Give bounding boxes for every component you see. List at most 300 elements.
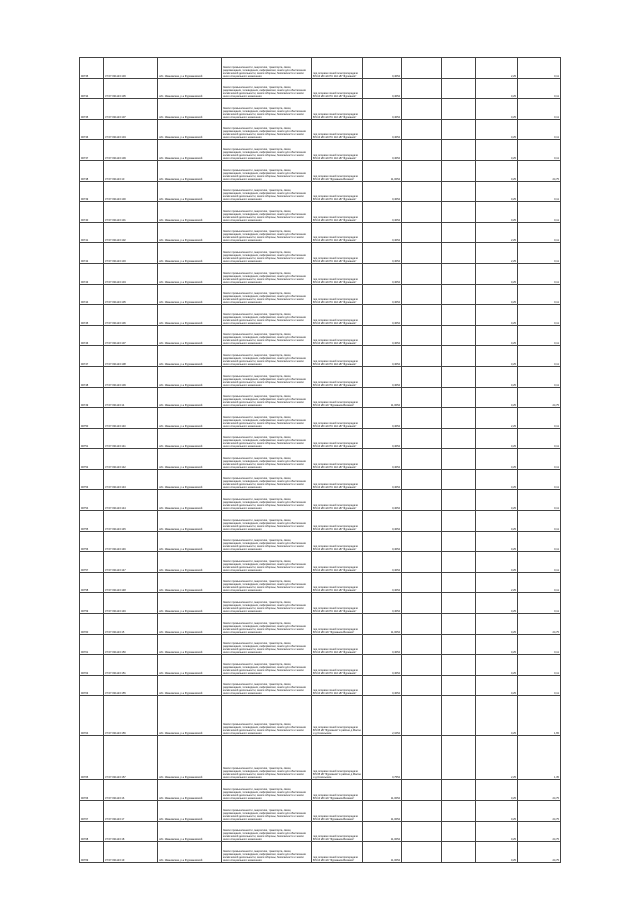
area-value: 0,4054	[363, 366, 402, 387]
address: обл. Ивановская, р-н Фурмановский	[158, 346, 222, 367]
row-number: 90761	[80, 634, 104, 655]
empty-cell	[442, 696, 476, 736]
address: обл. Ивановская, р-н Фурмановский	[158, 181, 222, 202]
table-row	[80, 181, 561, 202]
row-number: 90746	[80, 325, 104, 346]
address: обл. Ивановская, р-н Фурмановский	[158, 58, 222, 79]
address: обл. Ивановская, р-н Фурмановский	[158, 325, 222, 346]
empty-cell	[402, 736, 442, 780]
address: обл. Ивановская, р-н Фурмановский	[158, 366, 222, 387]
empty-cell	[442, 325, 476, 346]
sum-value: 0,11	[518, 655, 561, 676]
land-category: Земли промышленности, энергетики, транспорта, связи, радиовещания, телевидения, информатики, земли для обеспечения космической деятельности, земли обороны, безопасности и земли иного специального назначения	[222, 634, 312, 655]
address: обл. Ивановская, р-н Фурмановский	[158, 655, 222, 676]
permitted-use: под опорами линий электропередачи ВЛ-10 кВ №6 ПС 110 кВ "Фурманов"	[312, 325, 363, 346]
area-value: 0,4054	[363, 593, 402, 614]
land-category: Земли промышленности, энергетики, транспорта, связи, радиовещания, телевидения, информатики, земли для обеспечения космической деятельности, земли обороны, безопасности и земли иного специального назначения	[222, 780, 312, 801]
land-category: Земли промышленности, энергетики, транспорта, связи, радиовещания, телевидения, информатики, земли для обеспечения космической деятельности, земли обороны, безопасности и земли иного специального назначения	[222, 160, 312, 181]
row-number: 90769	[80, 842, 104, 863]
area-value: 0,4054	[363, 202, 402, 223]
rate-value: 0,25	[476, 801, 518, 822]
address: обл. Ивановская, р-н Фурмановский	[158, 263, 222, 284]
rate-value: 0,25	[476, 696, 518, 736]
rate-value: 0,25	[476, 284, 518, 305]
rate-value: 0,25	[476, 160, 518, 181]
rate-value: 0,25	[476, 428, 518, 449]
permitted-use: под опорами линий электропередачи ВЛ-10 кВ №6 "Фурманов-Ватаево"	[312, 160, 363, 181]
permitted-use: под опорами линий электропередачи ВЛ-10 кВ №6 ПС 110 кВ "Фурманов"	[312, 593, 363, 614]
table-row	[80, 305, 561, 326]
table-row	[80, 696, 561, 736]
address: обл. Ивановская, р-н Фурмановский	[158, 511, 222, 532]
address: обл. Ивановская, р-н Фурмановский	[158, 140, 222, 161]
empty-cell	[442, 202, 476, 223]
land-category: Земли промышленности, энергетики, транспорта, связи, радиовещания, телевидения, информатики, земли для обеспечения космической деятельности, земли обороны, безопасности и земли иного специального назначения	[222, 531, 312, 552]
permitted-use: под опорами линий электропередачи ВЛ-10 кВ №6 ПС 110 кВ "Фурманов"	[312, 449, 363, 470]
land-category: Земли промышленности, энергетики, транспорта, связи, радиовещания, телевидения, информатики, земли для обеспечения космической деятельности, земли обороны, безопасности и земли иного специального назначения	[222, 202, 312, 223]
row-number: 90744	[80, 284, 104, 305]
row-number: 90735	[80, 99, 104, 120]
cadastral-number: 37:07:031123:105	[104, 78, 158, 99]
empty-cell	[402, 842, 442, 863]
sum-value: 24,75	[518, 801, 561, 822]
table-row	[80, 469, 561, 490]
cadastral-number: 37:07:031123:103	[104, 58, 158, 79]
area-value: 0,4054	[363, 634, 402, 655]
permitted-use: под опорами линий электропередачи ВЛ-10 кВ №6 ПС 110 кВ "Фурманов"	[312, 140, 363, 161]
rate-value: 0,25	[476, 140, 518, 161]
cadastral-number: 37:07:031123:100	[104, 181, 158, 202]
rate-value: 0,25	[476, 552, 518, 573]
row-number: 90763	[80, 675, 104, 696]
empty-cell	[402, 801, 442, 822]
empty-cell	[442, 842, 476, 863]
sum-value: 0,11	[518, 593, 561, 614]
land-category: Земли промышленности, энергетики, транспорта, связи, радиовещания, телевидения, информатики, земли для обеспечения космической деятельности, земли обороны, безопасности и земли иного специального назначения	[222, 490, 312, 511]
area-value: 2,1054	[363, 696, 402, 736]
cadastral-number: 37:07:031123:107	[104, 325, 158, 346]
rate-value: 0,25	[476, 181, 518, 202]
rate-value: 2,25	[476, 408, 518, 429]
land-category: Земли промышленности, энергетики, транспорта, связи, радиовещания, телевидения, информатики, земли для обеспечения космической деятельности, земли обороны, безопасности и земли иного специального назначения	[222, 78, 312, 99]
sum-value: 0,11	[518, 408, 561, 429]
empty-cell	[442, 366, 476, 387]
permitted-use: под опорами линий электропередачи ВЛ-10 кВ №6 ПС 110 кВ "Фурманов"	[312, 181, 363, 202]
area-value: 0,4054	[363, 78, 402, 99]
empty-cell	[442, 801, 476, 822]
table-row	[80, 572, 561, 593]
cadastral-number: 37:07:031123:18	[104, 821, 158, 842]
permitted-use: под опорами линий электропередачи ВЛ-10 кВ №6 "Фурманов-Ватаево"	[312, 801, 363, 822]
cadastral-number: 37:07:031123:15	[104, 614, 158, 635]
empty-cell	[402, 572, 442, 593]
empty-cell	[402, 780, 442, 801]
land-category: Земли промышленности, энергетики, транспорта, связи, радиовещания, телевидения, информатики, земли для обеспечения космической деятельности, земли обороны, безопасности и земли иного специального назначения	[222, 675, 312, 696]
area-value: 0,4054	[363, 531, 402, 552]
sum-value: 0,11	[518, 346, 561, 367]
cadastral-number: 37:07:031123:104	[104, 119, 158, 140]
permitted-use: под опорами линий электропередачи ВЛ-10 кВ №6 ПС 110 кВ "Фурманов"	[312, 490, 363, 511]
cadastral-number: 37:07:031123:108	[104, 346, 158, 367]
area-value: 0,4054	[363, 511, 402, 532]
cadastral-number: 37:07:031123:143	[104, 469, 158, 490]
address: обл. Ивановская, р-н Фурмановский	[158, 614, 222, 635]
area-value: 11,0054	[363, 821, 402, 842]
area-value: 0,4054	[363, 655, 402, 676]
rate-value: 0,25	[476, 202, 518, 223]
sum-value: 0,11	[518, 58, 561, 79]
address: обл. Ивановская, р-н Фурмановский	[158, 780, 222, 801]
address: обл. Ивановская, р-н Фурмановский	[158, 531, 222, 552]
empty-cell	[402, 58, 442, 79]
empty-cell	[402, 593, 442, 614]
cadastral-number: 37:07:031123:140	[104, 408, 158, 429]
land-category: Земли промышленности, энергетики, транспорта, связи, радиовещания, телевидения, информатики, земли для обеспечения космической деятельности, земли обороны, безопасности и земли иного специального назначения	[222, 842, 312, 863]
empty-cell	[402, 202, 442, 223]
permitted-use: под опорами линий электропередачи ВЛ-10 кВ №6 ПС 110 кВ "Фурманов"	[312, 263, 363, 284]
table-row	[80, 284, 561, 305]
land-category: Земли промышленности, энергетики, транспорта, связи, радиовещания, телевидения, информатики, земли для обеспечения космической деятельности, земли обороны, безопасности и земли иного специального назначения	[222, 140, 312, 161]
cadastral-number: 37:07:031123:19	[104, 842, 158, 863]
sum-value: 24,75	[518, 387, 561, 408]
address: обл. Ивановская, р-н Фурмановский	[158, 202, 222, 223]
land-category: Земли промышленности, энергетики, транспорта, связи, радиовещания, телевидения, информатики, земли для обеспечения космической деятельности, земли обороны, безопасности и земли иного специального назначения	[222, 366, 312, 387]
row-number: 90766	[80, 780, 104, 801]
address: обл. Ивановская, р-н Фурмановский	[158, 552, 222, 573]
cadastral-number: 37:07:031123:14	[104, 387, 158, 408]
cadastral-number: 37:07:031123:17	[104, 801, 158, 822]
sum-value: 0,11	[518, 263, 561, 284]
area-value: 0,4054	[363, 305, 402, 326]
sum-value: 0,11	[518, 305, 561, 326]
empty-cell	[442, 305, 476, 326]
rate-value: 0,25	[476, 614, 518, 635]
row-number: 90740	[80, 202, 104, 223]
permitted-use: под опорами линий электропередачи ВЛ-10 кВ №6 "Фурманов-Ватаево"	[312, 821, 363, 842]
empty-cell	[442, 469, 476, 490]
empty-cell	[442, 736, 476, 780]
empty-cell	[402, 346, 442, 367]
land-category: Земли промышленности, энергетики, транспорта, связи, радиовещания, телевидения, информатики, земли для обеспечения космической деятельности, земли обороны, безопасности и земли иного специального назначения	[222, 387, 312, 408]
permitted-use: под опорами линий электропередачи ВЛ-10 кВ №6 ПС 110 кВ "Фурманов"	[312, 552, 363, 573]
table-row	[80, 780, 561, 801]
row-number: 90735	[80, 58, 104, 79]
permitted-use: под опорами линий электропередачи ВЛ-10 кВ №6 ПС 110 кВ "Фурманов"	[312, 675, 363, 696]
land-category: Земли промышленности, энергетики, транспорта, связи, радиовещания, телевидения, информатики, земли для обеспечения космической деятельности, земли обороны, безопасности и земли иного специального назначения	[222, 222, 312, 243]
empty-cell	[402, 428, 442, 449]
land-category: Земли промышленности, энергетики, транспорта, связи, радиовещания, телевидения, информатики, земли для обеспечения космической деятельности, земли обороны, безопасности и земли иного специального назначения	[222, 736, 312, 780]
row-number: 90736	[80, 119, 104, 140]
sum-value: 0,11	[518, 675, 561, 696]
empty-cell	[402, 696, 442, 736]
area-value: 0,4054	[363, 325, 402, 346]
table-row	[80, 346, 561, 367]
permitted-use: под опорами линий электропередачи ВЛ-35 кВ "Фурманов" в районе д.Малое и д.Сокольское	[312, 696, 363, 736]
empty-cell	[402, 284, 442, 305]
permitted-use: под опорами линий электропередачи ВЛ-10 кВ №6 ПС 110 кВ "Фурманов"	[312, 119, 363, 140]
empty-cell	[442, 346, 476, 367]
land-category: Земли промышленности, энергетики, транспорта, связи, радиовещания, телевидения, информатики, земли для обеспечения космической деятельности, земли обороны, безопасности и земли иного специального назначения	[222, 469, 312, 490]
area-value: 0,4054	[363, 428, 402, 449]
empty-cell	[442, 284, 476, 305]
area-value: 11,0054	[363, 614, 402, 635]
empty-cell	[442, 614, 476, 635]
address: обл. Ивановская, р-н Фурмановский	[158, 160, 222, 181]
land-category: Земли промышленности, энергетики, транспорта, связи, радиовещания, телевидения, информатики, земли для обеспечения космической деятельности, земли обороны, безопасности и земли иного специального назначения	[222, 552, 312, 573]
area-value: 0,4054	[363, 675, 402, 696]
table-row	[80, 552, 561, 573]
sum-value: 0,11	[518, 531, 561, 552]
cadastral-number: 37:07:031123:144	[104, 490, 158, 511]
table-row	[80, 821, 561, 842]
land-category: Земли промышленности, энергетики, транспорта, связи, радиовещания, телевидения, информатики, земли для обеспечения космической деятельности, земли обороны, безопасности и земли иного специального назначения	[222, 449, 312, 470]
land-category: Земли промышленности, энергетики, транспорта, связи, радиовещания, телевидения, информатики, земли для обеспечения космической деятельности, земли обороны, безопасности и земли иного специального назначения	[222, 801, 312, 822]
permitted-use: под опорами линий электропередачи ВЛ-35 кВ "Фурманов" в районе д.Малое и д.Сокольское	[312, 736, 363, 780]
row-number: 90767	[80, 801, 104, 822]
rate-value: 0,25	[476, 449, 518, 470]
address: обл. Ивановская, р-н Фурмановский	[158, 736, 222, 780]
permitted-use: под опорами линий электропередачи ВЛ-10 кВ №6 ПС 110 кВ "Фурманов"	[312, 428, 363, 449]
area-value: 11,0054	[363, 780, 402, 801]
cadastral-number: 37:07:031123:150	[104, 634, 158, 655]
empty-cell	[402, 469, 442, 490]
area-value: 0,4054	[363, 346, 402, 367]
empty-cell	[402, 119, 442, 140]
empty-cell	[402, 821, 442, 842]
permitted-use: под опорами линий электропередачи ВЛ-10 кВ №6 ПС 110 кВ "Фурманов"	[312, 572, 363, 593]
rate-value: 0,25	[476, 634, 518, 655]
rate-value: 0,25	[476, 511, 518, 532]
table-row	[80, 428, 561, 449]
sum-value: 0,11	[518, 222, 561, 243]
sum-value: 0,11	[518, 181, 561, 202]
permitted-use: под опорами линий электропередачи ВЛ-10 кВ №6 "Фурманов-Ватаево"	[312, 387, 363, 408]
row-number: 90765	[80, 736, 104, 780]
address: обл. Ивановская, р-н Фурмановский	[158, 78, 222, 99]
cadastral-number: 37:07:031123:109	[104, 140, 158, 161]
permitted-use: под опорами линий электропередачи ВЛ-10 кВ №6 ПС 110 кВ "Фурманов"	[312, 99, 363, 120]
permitted-use: под опорами линий электропередачи ВЛ-10 кВ №6 "Фурманов-Ватаево"	[312, 614, 363, 635]
empty-cell	[442, 490, 476, 511]
area-value: 11,0054	[363, 801, 402, 822]
row-number: 90741	[80, 222, 104, 243]
sum-value: 0,11	[518, 99, 561, 120]
table-row	[80, 99, 561, 120]
sum-value: 0,11	[518, 119, 561, 140]
cadastral-number: 37:07:031123:106	[104, 305, 158, 326]
cadastral-number: 37:07:031123:102	[104, 222, 158, 243]
address: обл. Ивановская, р-н Фурмановский	[158, 408, 222, 429]
permitted-use: под опорами линий электропередачи ВЛ-10 кВ №6 ПС 110 кВ "Фурманов"	[312, 408, 363, 429]
table-row	[80, 243, 561, 264]
row-number: 90737	[80, 140, 104, 161]
table-row	[80, 78, 561, 99]
table-row	[80, 842, 561, 863]
table-row	[80, 531, 561, 552]
address: обл. Ивановская, р-н Фурмановский	[158, 490, 222, 511]
table-row	[80, 387, 561, 408]
table-row	[80, 736, 561, 780]
area-value: 11,0054	[363, 387, 402, 408]
permitted-use: под опорами линий электропередачи ВЛ-10 кВ №6 ПС 110 кВ "Фурманов"	[312, 243, 363, 264]
permitted-use: под опорами линий электропередачи ВЛ-10 кВ №6 ПС 110 кВ "Фурманов"	[312, 469, 363, 490]
sum-value: 24,75	[518, 780, 561, 801]
empty-cell	[402, 408, 442, 429]
land-category: Земли промышленности, энергетики, транспорта, связи, радиовещания, телевидения, информатики, земли для обеспечения космической деятельности, земли обороны, безопасности и земли иного специального назначения	[222, 593, 312, 614]
empty-cell	[442, 675, 476, 696]
empty-cell	[402, 366, 442, 387]
land-category: Земли промышленности, энергетики, транспорта, связи, радиовещания, телевидения, информатики, земли для обеспечения космической деятельности, земли обороны, безопасности и земли иного специального назначения	[222, 58, 312, 79]
area-value: 0,4054	[363, 181, 402, 202]
empty-cell	[442, 511, 476, 532]
area-value: 0,4054	[363, 552, 402, 573]
cadastral-number: 37:07:031123:148	[104, 572, 158, 593]
table-row	[80, 408, 561, 429]
cadastral-number: 37:07:031123:149	[104, 593, 158, 614]
sum-value: 1,35	[518, 736, 561, 780]
row-number: 90742	[80, 243, 104, 264]
cadastral-number: 37:07:031123:105	[104, 284, 158, 305]
permitted-use: под опорами линий электропередачи ВЛ-10 кВ №6 "Фурманов-Ватаево"	[312, 780, 363, 801]
empty-cell	[442, 572, 476, 593]
area-value: 0,7554	[363, 736, 402, 780]
empty-cell	[402, 655, 442, 676]
row-number: 90753	[80, 469, 104, 490]
address: обл. Ивановская, р-н Фурмановский	[158, 572, 222, 593]
area-value: 0,4054	[363, 99, 402, 120]
rate-value: 0,25	[476, 842, 518, 863]
land-category: Земли промышленности, энергетики, транспорта, связи, радиовещания, телевидения, информатики, земли для обеспечения космической деятельности, земли обороны, безопасности и земли иного специального назначения	[222, 572, 312, 593]
sum-value: 0,11	[518, 140, 561, 161]
rate-value: 0,25	[476, 655, 518, 676]
area-value: 0,4054	[363, 58, 402, 79]
table-row	[80, 801, 561, 822]
empty-cell	[402, 160, 442, 181]
empty-cell	[442, 58, 476, 79]
table-row	[80, 655, 561, 676]
cadastral-number: 37:07:031123:155	[104, 675, 158, 696]
empty-cell	[402, 614, 442, 635]
address: обл. Ивановская, р-н Фурмановский	[158, 469, 222, 490]
row-number: 90739	[80, 181, 104, 202]
land-category: Земли промышленности, энергетики, транспорта, связи, радиовещания, телевидения, информатики, земли для обеспечения космической деятельности, земли обороны, безопасности и земли иного специального назначения	[222, 696, 312, 736]
row-number: 90734	[80, 78, 104, 99]
land-category: Земли промышленности, энергетики, транспорта, связи, радиовещания, телевидения, информатики, земли для обеспечения космической деятельности, земли обороны, безопасности и земли иного специального назначения	[222, 99, 312, 120]
empty-cell	[402, 78, 442, 99]
row-number: 90754	[80, 490, 104, 511]
sum-value: 0,11	[518, 449, 561, 470]
empty-cell	[442, 593, 476, 614]
area-value: 0,4054	[363, 572, 402, 593]
table-row	[80, 675, 561, 696]
sum-value: 0,11	[518, 511, 561, 532]
empty-cell	[402, 552, 442, 573]
empty-cell	[442, 99, 476, 120]
empty-cell	[442, 160, 476, 181]
table-row	[80, 58, 561, 79]
row-number: 90745	[80, 305, 104, 326]
row-number: 90743	[80, 263, 104, 284]
sum-value: 0,11	[518, 284, 561, 305]
row-number: 90738	[80, 160, 104, 181]
sum-value: 0,11	[518, 243, 561, 264]
address: обл. Ивановская, р-н Фурмановский	[158, 428, 222, 449]
empty-cell	[402, 531, 442, 552]
sum-value: 24,75	[518, 160, 561, 181]
cadastral-number: 37:07:031123:142	[104, 449, 158, 470]
rate-value: 0,25	[476, 366, 518, 387]
empty-cell	[442, 387, 476, 408]
rate-value: 0,25	[476, 780, 518, 801]
land-category: Земли промышленности, энергетики, транспорта, связи, радиовещания, телевидения, информатики, земли для обеспечения космической деятельности, земли обороны, безопасности и земли иного специального назначения	[222, 614, 312, 635]
table-row	[80, 449, 561, 470]
rate-value: 2,25	[476, 243, 518, 264]
rate-value: 2,25	[476, 572, 518, 593]
row-number: 90751	[80, 428, 104, 449]
address: обл. Ивановская, р-н Фурмановский	[158, 99, 222, 120]
sum-value: 0,11	[518, 572, 561, 593]
empty-cell	[402, 140, 442, 161]
area-value: 0,4054	[363, 263, 402, 284]
area-value: 0,4054	[363, 222, 402, 243]
table-row	[80, 490, 561, 511]
land-category: Земли промышленности, энергетики, транспорта, связи, радиовещания, телевидения, информатики, земли для обеспечения космической деятельности, земли обороны, безопасности и земли иного специального назначения	[222, 263, 312, 284]
rate-value: 0,25	[476, 387, 518, 408]
area-value: 0,4054	[363, 284, 402, 305]
empty-cell	[442, 181, 476, 202]
empty-cell	[442, 655, 476, 676]
cadastral-number: 37:07:031123:101	[104, 202, 158, 223]
cadastral-number: 37:07:031123:16	[104, 780, 158, 801]
area-value: 11,0054	[363, 160, 402, 181]
area-value: 0,4054	[363, 140, 402, 161]
empty-cell	[402, 387, 442, 408]
land-category: Земли промышленности, энергетики, транспорта, связи, радиовещания, телевидения, информатики, земли для обеспечения космической деятельности, земли обороны, безопасности и земли иного специального назначения	[222, 181, 312, 202]
table-row	[80, 202, 561, 223]
row-number: 90764	[80, 696, 104, 736]
cadastral-number: 37:07:031123:141	[104, 428, 158, 449]
row-number: 90749	[80, 387, 104, 408]
sum-value: 0,11	[518, 428, 561, 449]
rate-value: 2,25	[476, 736, 518, 780]
empty-cell	[442, 140, 476, 161]
land-category: Земли промышленности, энергетики, транспорта, связи, радиовещания, телевидения, информатики, земли для обеспечения космической деятельности, земли обороны, безопасности и земли иного специального назначения	[222, 408, 312, 429]
cadastral-number: 37:07:031123:145	[104, 511, 158, 532]
rate-value: 0,25	[476, 593, 518, 614]
sum-value: 24,75	[518, 821, 561, 842]
empty-cell	[402, 305, 442, 326]
rate-value: 0,25	[476, 325, 518, 346]
rate-value: 0,25	[476, 490, 518, 511]
empty-cell	[402, 263, 442, 284]
cadastral-number: 37:07:031123:151	[104, 655, 158, 676]
rate-value: 0,25	[476, 119, 518, 140]
rate-value: 0,25	[476, 305, 518, 326]
area-value: 0,4054	[363, 449, 402, 470]
table-row	[80, 160, 561, 181]
address: обл. Ивановская, р-н Фурмановский	[158, 119, 222, 140]
empty-cell	[442, 780, 476, 801]
permitted-use: под опорами линий электропередачи ВЛ-10 кВ №6 ПС 110 кВ "Фурманов"	[312, 511, 363, 532]
cadastral-number: 37:07:031123:109	[104, 366, 158, 387]
table-row	[80, 263, 561, 284]
land-category: Земли промышленности, энергетики, транспорта, связи, радиовещания, телевидения, информатики, земли для обеспечения космической деятельности, земли обороны, безопасности и земли иного специального назначения	[222, 119, 312, 140]
empty-cell	[442, 552, 476, 573]
permitted-use: под опорами линий электропередачи ВЛ-10 кВ №6 ПС 110 кВ "Фурманов"	[312, 305, 363, 326]
empty-cell	[402, 325, 442, 346]
rate-value: 2,25	[476, 58, 518, 79]
permitted-use: под опорами линий электропередачи ВЛ-10 кВ №6 ПС 110 кВ "Фурманов"	[312, 531, 363, 552]
